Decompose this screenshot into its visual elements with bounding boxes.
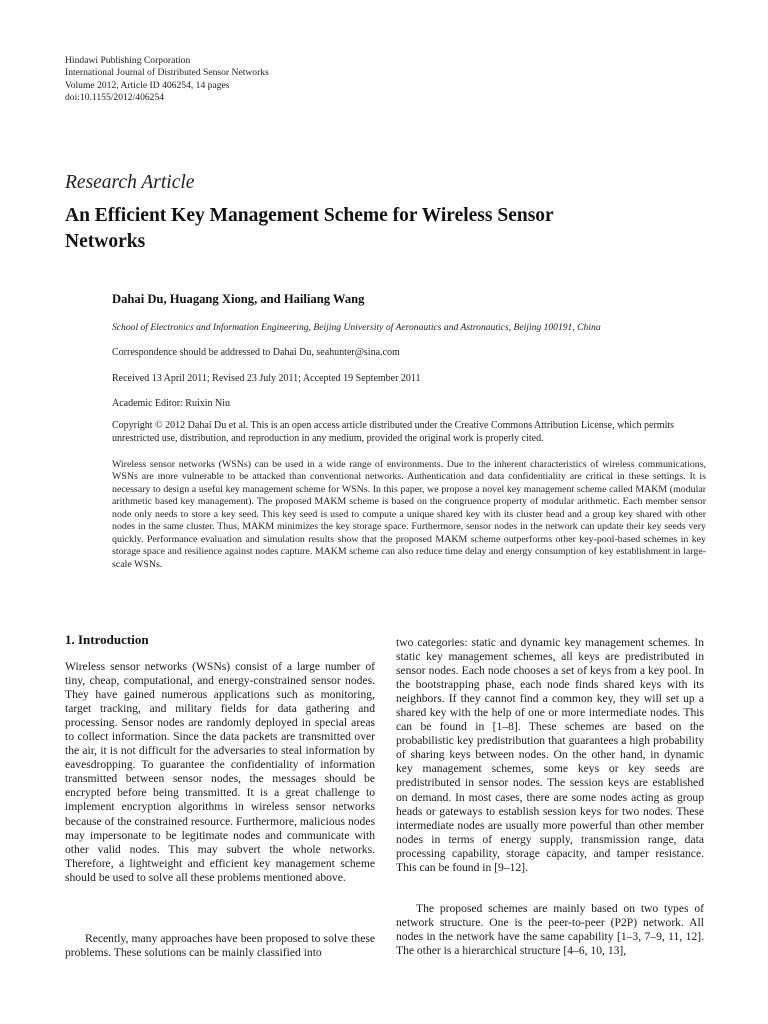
- correspondence-email[interactable]: seahunter@sina.com: [316, 347, 400, 358]
- correspondence-text: Correspondence should be addressed to Dahai Du,: [112, 347, 317, 358]
- copyright-license: Copyright © 2012 Dahai Du et al. This is an open access article distributed under the Creative Commons Attribution License, which permits unrestricted use, distribution, and reproduction in any medium, provided the original work is properly cited.: [112, 420, 675, 445]
- academic-editor: Academic Editor: Ruixin Niu: [112, 398, 231, 409]
- doi-line: doi:10.1155/2012/406254: [65, 92, 165, 104]
- publisher-line: Hindawi Publishing Corporation: [65, 55, 191, 66]
- body-paragraph: The proposed schemes are mainly based on two types of network structure. One is the peer-to-peer (P2P) network. All nodes in the network have the same capability [1–3, 7–9, 11, 12]. The other is a hierarchical structure [4–6, 10, 13],: [396, 902, 704, 958]
- body-paragraph: two categories: static and dynamic key management schemes. In static key management schemes, all keys are predistributed in sensor nodes. Each node chooses a set of keys from a key pool. In the bootstrapping phase, each node finds shared keys with its neighbors. If they cannot find a common key, they will set up a shared key with the help of one or more intermediate nodes. This can be found in [1–8]. These schemes are based on the probabilistic key predistribution that guarantees a high probability of sharing keys between nodes. On the other hand, in dynamic key management schemes, some keys or key seeds are predistributed in sensor nodes. The session keys are established on demand. In most cases, there are some nodes acting as group heads or gateways to establish session keys for two nodes. These intermediate nodes are usually more powerful than other member nodes in terms of energy supply, transmission range, data processing capability, storage capacity, and tamper resistance. This can be found in [9–12].: [396, 636, 704, 874]
- journal-line: International Journal of Distributed Sensor Networks: [65, 67, 269, 79]
- article-type: Research Article: [65, 172, 195, 193]
- body-paragraph: Wireless sensor networks (WSNs) consist of a large number of tiny, cheap, computational, and energy-constrained sensor nodes. They have gained numerous applications such as monitoring, target tracking, and military fields for data gathering and processing. Sensor nodes are randomly deployed in special areas to collect information. Since the data packets are transmitted over the air, it is not difficult for the adversaries to steal information by eavesdropping. To guarantee the confidentiality of information transmitted between sensor nodes, the messages should be encrypted before being transmitted. It is a great challenge to implement encryption algorithms in wireless sensor networks because of the constrained resource. Furthermore, malicious nodes may impersonate to be legitimate nodes and communicate with other valid nodes. This may subvert the whole networks. Therefore, a lightweight and efficient key management scheme should be used to solve all these problems mentioned above.: [65, 660, 375, 884]
- body-paragraph: Recently, many approaches have been proposed to solve these problems. These solutions can be mainly classified into: [65, 932, 375, 960]
- author-list: Dahai Du, Huagang Xiong, and Hailiang Wang: [112, 292, 365, 306]
- abstract: Wireless sensor networks (WSNs) can be used in a wide range of environments. Due to the inherent characteristics of wireless communications, WSNs are more vulnerable to be attacked than conventional networks. Authentication and data confidentiality are critical in these settings. It is necessary to design a useful key management scheme for WSNs. In this paper, we propose a novel key management scheme called MAKM (modular arithmetic based key management). The proposed MAKM scheme is based on the congruence property of modular arithmetic. Each member sensor node only needs to store a key seed. This key seed is used to compute a unique shared key with its cluster head and a group key shared with other nodes in the same cluster. Thus, MAKM minimizes the key storage space. Furthermore, sensor nodes in the network can update their key seeds very quickly. Performance evaluation and simulation results show that the proposed MAKM scheme outperforms other key-pool-based schemes in key storage space and resilience against nodes capture. MAKM scheme can also reduce time delay and energy consumption of key establishment in large-scale WSNs.: [112, 459, 706, 570]
- article-title: An Efficient Key Management Scheme for Wireless Sensor Networks: [65, 205, 554, 252]
- affiliation: School of Electronics and Information Engineering, Beijing University of Aeronautics and Astronautics, Beijing 100191, China: [112, 322, 601, 333]
- journal-header: [65, 55, 269, 105]
- section-heading: 1. Introduction: [65, 632, 149, 647]
- volume-line: Volume 2012, Article ID 406254, 14 pages: [65, 79, 230, 91]
- correspondence: [112, 347, 400, 358]
- article-dates: Received 13 April 2011; Revised 23 July 2011; Accepted 19 September 2011: [112, 373, 421, 384]
